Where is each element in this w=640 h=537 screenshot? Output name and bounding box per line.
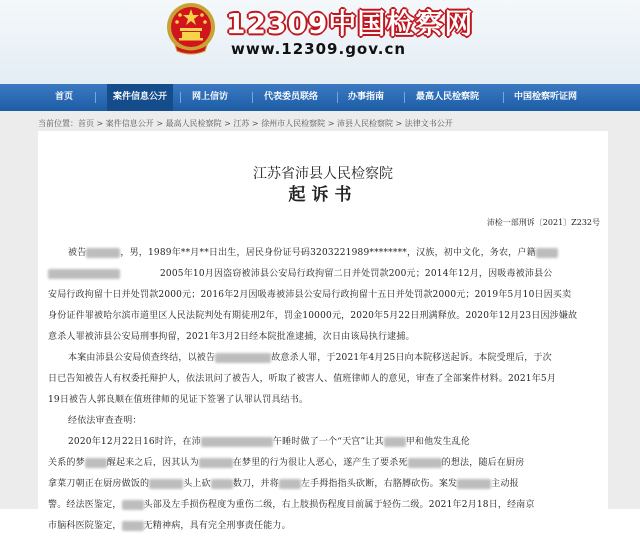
document-body xyxy=(48,243,600,537)
document-number: 沛检一部刑诉〔2021〕Z232号 xyxy=(486,218,600,227)
body-line: 市脑科医院鉴定， 无精神病，具有完全刑事责任能力。 xyxy=(48,521,291,531)
redacted-text xyxy=(199,458,233,468)
redacted-text xyxy=(48,269,120,279)
nav-hearing-network[interactable]: 中国检察听证网 xyxy=(514,92,578,102)
breadcrumb-item[interactable]: 江苏 xyxy=(233,119,250,128)
redacted-text xyxy=(215,353,271,363)
nav-home[interactable]: 首页 xyxy=(55,92,74,102)
redacted-text xyxy=(279,479,301,489)
breadcrumb-item[interactable]: 沛县人民检察院 xyxy=(336,119,393,128)
breadcrumb-item[interactable]: 法律文书公开 xyxy=(404,119,453,128)
nav-divider xyxy=(404,92,405,103)
nav-divider xyxy=(503,92,504,103)
body-line: 19日被告人郭良顺在值班律师的见证下签署了认罪认罚具结书。 xyxy=(48,395,309,405)
redacted-text xyxy=(536,248,558,258)
document-org: 江苏省沛县人民检察院 xyxy=(253,166,393,182)
redacted-text xyxy=(149,479,183,489)
body-line: 2005年10月因盗窃被沛县公安局行政拘留二日并处罚款200元；2014年12月，因吸毒被沛县公 xyxy=(48,264,600,285)
redacted-text xyxy=(408,458,442,468)
body-line: 身份证件罪被哈尔滨市道里区人民法院判处有期徒刑2年，罚金10000元，2020年5月22日刑满释放。2020年12月23日因涉嫌故 xyxy=(48,311,578,321)
site-header xyxy=(0,0,640,84)
nav-service-guide[interactable]: 办事指南 xyxy=(348,92,385,102)
body-line: 意杀人罪被沛县公安局刑事拘留，2021年3月2日经本院批准逮捕，次日由该局执行逮捕。 xyxy=(48,332,415,342)
redacted-text xyxy=(384,437,406,447)
redacted-text xyxy=(86,248,120,258)
breadcrumb-prefix: 当前位置： xyxy=(38,119,78,128)
nav-supreme-procuratorate[interactable]: 最高人民检察院 xyxy=(416,92,480,102)
nav-divider xyxy=(252,92,253,103)
breadcrumb-item[interactable]: 案件信息公开 xyxy=(105,119,154,128)
redacted-text xyxy=(85,458,107,468)
body-line: 2020年12月22日16时许，在沛 午睡时做了一个“天宫”让其 甲和他发生乱伦 xyxy=(68,437,471,447)
breadcrumb-item[interactable]: 最高人民检察院 xyxy=(165,119,222,128)
nav-deputy-liaison[interactable]: 代表委员联络 xyxy=(264,92,319,102)
body-line: 拿菜刀朝正在厨房做饭的 头上砍 数刀，并将 左手拇指指头砍断，右胳膊砍伤。案发 主动报 xyxy=(48,479,519,489)
indictment-document xyxy=(38,131,608,531)
body-line: 本案由沛县公安局侦查终结，以被告 故意杀人罪，于2021年4月25日向本院移送起诉。本院受理后，于次 xyxy=(68,353,552,363)
body-line: 关系的梦 醒起来之后，因其认为 在梦里的行为很让人恶心，遂产生了要杀死 的想法，随后在厨房 xyxy=(48,458,525,468)
breadcrumb-item[interactable]: 徐州市人民检察院 xyxy=(261,119,326,128)
site-name: 12309中国检察网 xyxy=(226,7,474,40)
nav-case-info[interactable]: 案件信息公开 xyxy=(107,84,173,111)
body-line: 警。经法医鉴定， 头部及左手损伤程度为重伤二级，右上肢损伤程度目前属于轻伤二级。2021年2月18日，经南京 xyxy=(48,500,535,510)
body-line: 经依法审查查明： xyxy=(68,416,142,426)
redacted-text xyxy=(201,437,273,447)
redacted-text xyxy=(457,479,491,489)
redacted-text xyxy=(122,521,144,531)
nav-divider xyxy=(95,92,96,103)
redacted-text xyxy=(122,500,144,510)
site-url: www.12309.gov.cn xyxy=(231,40,407,58)
nav-divider xyxy=(337,92,338,103)
national-emblem-icon xyxy=(165,1,217,57)
main-nav xyxy=(0,84,640,111)
body-line: 被告 ，男，1989年**月**日出生，居民身份证号码3203221989********，汉族，初中文化，务农，户籍 xyxy=(48,243,600,264)
redacted-text xyxy=(211,479,233,489)
body-line: 日已告知被告人有权委托辩护人，依法讯问了被告人，听取了被害人、值班律师人的意见，审查了全部案件材料。2021年5月 xyxy=(48,374,557,384)
breadcrumb: 当前位置：首页 > 案件信息公开 > 最高人民检察院 > 江苏 > 徐州市人民检察院 > 沛县人民检察院 > 法律文书公开 xyxy=(38,119,453,128)
breadcrumb-item[interactable]: 首页 xyxy=(78,119,94,128)
body-line: 安局行政拘留十日并处罚款2000元；2016年2月因吸毒被沛县公安局行政拘留十五日并处罚款2000元；2019年5月10日因买卖 xyxy=(48,290,572,300)
nav-divider xyxy=(180,92,181,103)
nav-online-petition[interactable]: 网上信访 xyxy=(192,92,229,102)
document-title: 起诉书 xyxy=(288,185,358,205)
